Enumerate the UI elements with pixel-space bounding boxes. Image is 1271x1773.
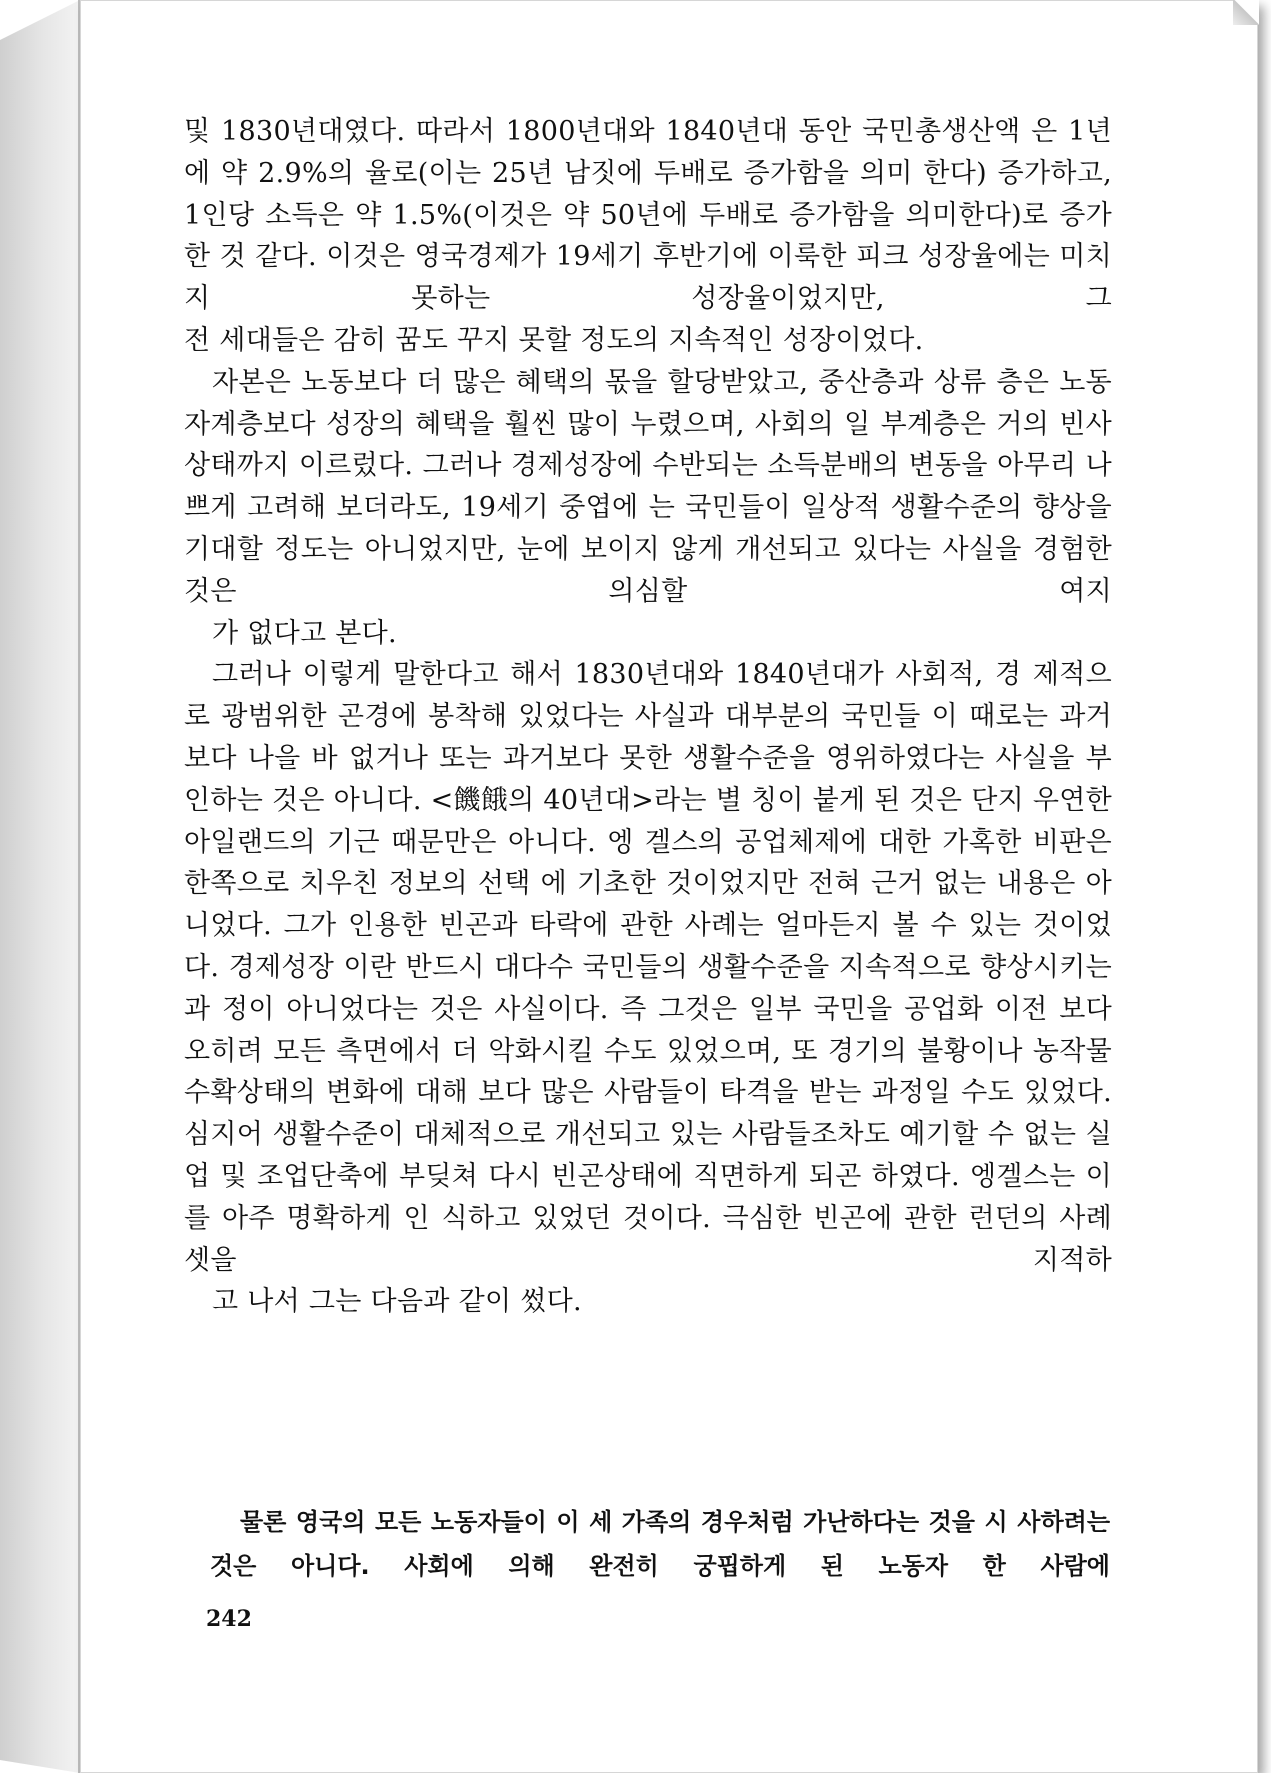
line: 겔스의 공업체제에 대한 가혹한 비판은 한쪽으로 치우친 정보의 선택: [184, 826, 1112, 900]
line: 이란 반드시 대다수 국민들의 생활수준을 지속적으로 향상시키는 과: [184, 951, 1112, 1025]
body-text: [184, 111, 1112, 1323]
line: 는 국민들이 일상적 생활수준의 향상을 기대할 정도는 아니었지만,: [184, 492, 1113, 565]
line: 에 기초한 것이었지만 전혀 근거 없는 내용은 아니었다. 그가 인용한: [184, 868, 1112, 942]
line: 불황이나 농작물 수확상태의 변화에 대해 보다 많은 사람들이 타격을: [184, 1035, 1113, 1109]
line: 전 세대들은 감히 꿈도 꾸지 못할 정도의 지속적인 성장이었다.: [184, 324, 924, 356]
line: 영위하였다는 사실을 부인하는 것은 아니다. <饑餓의 40년대>라는 별: [184, 742, 1112, 816]
line: 제적으로 광범위한 곤경에 봉착해 있었다는 사실과 대부분의 국민들: [184, 659, 1112, 733]
quote-line: 물론 영국의 모든 노동자들이 이 세 가족의 경우처럼 가난하다는 것을 시: [240, 1508, 1008, 1536]
paragraph-3: [184, 654, 1112, 1323]
line: 및 1830년대였다. 따라서 1800년대와 1840년대 동안 국민총생산액: [184, 116, 1021, 147]
page-number: 242: [206, 1606, 252, 1632]
line: 보다 오히려 모든 측면에서 더 악화시킬 수도 있었으며, 또 경기의: [184, 993, 1112, 1067]
line: 이 때로는 과거보다 나을 바 없거나 또는 과거보다 못한 생활수준을: [184, 701, 1112, 774]
page-corner: [1233, 0, 1259, 25]
line: 빈곤과 타락에 관한 사례는 얼마든지 볼 수 있는 것이었다. 경제성장: [184, 910, 1113, 983]
line: 자본은 노동보다 더 많은 혜택의 몫을 할당받았고, 중산층과 상류: [212, 366, 987, 398]
line: 눈에 보이지 않게 개선되고 있다는 사실을 경험한 것은 의심할 여지: [184, 533, 1113, 607]
line: 식하고 있었던 것이다. 극심한 빈곤에 관한 런던의 사례 셋을 지적하: [184, 1202, 1112, 1276]
line: 받는 과정일 수도 있었다. 심지어 생활수준이 대체적으로 개선되고: [184, 1077, 1112, 1151]
quote-line: 사하려는 것은 아니다. 사회에 의해 완전히 궁핍하게 된 노동자 한 사람에: [210, 1508, 1111, 1580]
line: 가 없다고 본다.: [212, 617, 397, 649]
line: 은 1년에 약 2.9%의 율로(이는 25년 남짓에 두배로 증가함을 의미: [184, 116, 1113, 189]
paragraph-2: [184, 362, 1112, 655]
line: 후반기에 이룩한 피크 성장율에는 미치지 못하는 성장율이었지만, 그: [184, 241, 1112, 315]
block-quote: [210, 1500, 1110, 1588]
paragraph-1: [184, 111, 1112, 362]
line: 빈곤상태에 직면하게 되곤 하였다. 엥겔스는 이를 아주 명확하게 인: [184, 1160, 1112, 1234]
line: 정이 아니었다는 것은 사실이다. 즉 그것은 일부 국민을 공업화 이전: [222, 993, 1048, 1025]
line: 있는 사람들조차도 예기할 수 없는 실업 및 조업단축에 부딪쳐 다시: [184, 1119, 1112, 1192]
line: 소득분배의 변동을 아무리 나쁘게 고려해 보더라도, 19세기 중엽에: [184, 450, 1112, 524]
line: 증가함을 의미한다)로 증가한 것 같다. 이것은 영국경제가 19세기: [184, 199, 1112, 273]
line: 고 나서 그는 다음과 같이 썼다.: [212, 1286, 582, 1318]
line: 한다) 증가하고, 1인당 소득은 약 1.5%(이것은 약 50년에 두배로: [184, 157, 1112, 231]
line: 칭이 붙게 된 것은 단지 우연한 아일랜드의 기근 때문만은 아니다. 엥: [184, 784, 1113, 858]
book-spine: [0, 0, 80, 1773]
line: 층은 노동자계층보다 성장의 혜택을 훨씬 많이 누렸으며, 사회의 일: [184, 366, 1112, 440]
line: 그러나 이렇게 말한다고 해서 1830년대와 1840년대가 사회적, 경: [212, 659, 1022, 691]
line: 부계층은 거의 빈사상태까지 이르렀다. 그러나 경제성장에 수반되는: [184, 408, 1112, 482]
